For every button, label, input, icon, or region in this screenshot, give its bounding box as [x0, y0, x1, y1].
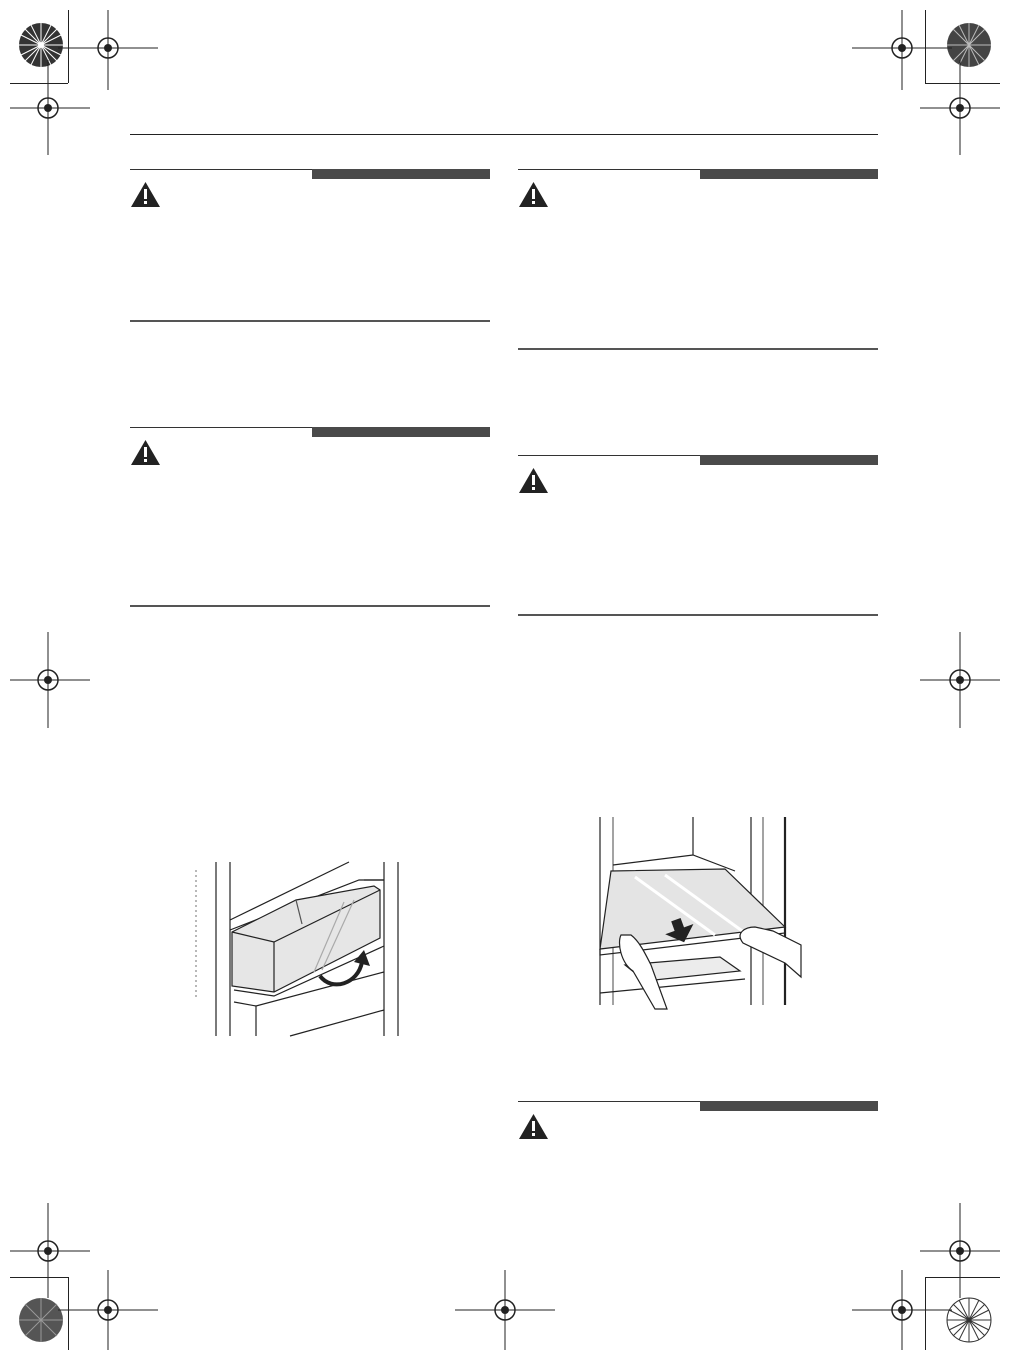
warning-header-bar [312, 169, 490, 179]
warning-header-bar [312, 427, 490, 437]
header-rule [130, 134, 878, 135]
warning-triangle-icon [130, 439, 161, 466]
warning-triangle-icon [518, 467, 549, 494]
warning-box-left-2 [130, 427, 490, 602]
shelf-removal-illustration [595, 815, 807, 1011]
crosshair-registration-icon [920, 60, 1000, 155]
crosshair-registration-icon [58, 1270, 158, 1350]
warning-box-right-2 [518, 455, 878, 610]
section-divider [130, 605, 490, 607]
warning-triangle-icon [130, 181, 161, 208]
warning-header-bar [700, 1101, 878, 1111]
warning-box-left-1 [130, 169, 490, 319]
crosshair-registration-icon [920, 632, 1000, 728]
crosshair-registration-icon [455, 1270, 555, 1350]
warning-header-bar [700, 455, 878, 465]
section-divider [518, 348, 878, 350]
crosshair-registration-icon [10, 60, 90, 155]
crosshair-registration-icon [852, 1270, 952, 1350]
warning-triangle-icon [518, 181, 549, 208]
crosshair-registration-icon [10, 632, 90, 728]
section-divider [518, 614, 878, 616]
drawer-removal-illustration [194, 860, 414, 1038]
section-divider [130, 320, 490, 322]
warning-header-bar [700, 169, 878, 179]
warning-triangle-icon [518, 1113, 549, 1140]
warning-box-right-3 [518, 1101, 878, 1161]
warning-box-right-1 [518, 169, 878, 344]
